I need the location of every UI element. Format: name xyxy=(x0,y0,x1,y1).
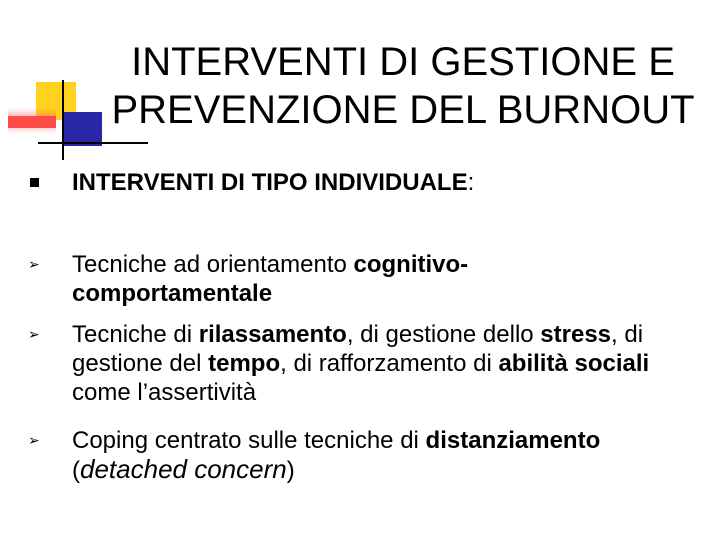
bullet-2-text: Tecniche ad orientamento xyxy=(72,251,354,278)
bullet-3-bold-d: abilità sociali xyxy=(498,350,650,377)
bullet-text-3 xyxy=(72,320,672,407)
bullet-text-1 xyxy=(72,168,708,197)
bullet-3-text-b: , di gestione dello xyxy=(346,321,541,348)
square-bullet-icon xyxy=(30,178,39,187)
bullet-3-text-d: , di rafforzamento di xyxy=(280,350,499,377)
bullet-text-2 xyxy=(72,250,592,308)
bullet-text-4 xyxy=(72,426,708,485)
bullet-2-bold: cognitivo-comportamentale xyxy=(72,251,469,307)
logo-vertical-line xyxy=(62,80,64,160)
bullet-3-bold-b: stress xyxy=(540,321,612,348)
logo-red-bar xyxy=(8,116,56,128)
bullet-3-text-c: , di gestione del xyxy=(72,321,644,377)
bullet-4-text-b: ( xyxy=(72,457,80,484)
bullet-3-text-e: come l’assertività xyxy=(72,379,257,406)
bullet-4-text-a: Coping centrato sulle tecniche di xyxy=(72,427,426,454)
slide-title xyxy=(98,38,708,134)
bullet-3-bold-c: tempo xyxy=(208,350,281,377)
logo-blue-square xyxy=(62,112,102,146)
title-line-2: PREVENZIONE DEL BURNOUT xyxy=(111,88,695,132)
arrow-bullet-icon: ➢ xyxy=(28,432,40,448)
bullet-4-text-c: ) xyxy=(286,457,295,484)
bullet-1-colon: : xyxy=(467,169,475,196)
bullet-3-text-a: Tecniche di xyxy=(72,321,199,348)
bullet-1-bold: INTERVENTI DI TIPO INDIVIDUALE xyxy=(72,169,468,196)
bullet-3-bold-a: rilassamento xyxy=(198,321,347,348)
bullet-4-italic: detached concern xyxy=(80,454,287,484)
arrow-bullet-icon: ➢ xyxy=(28,256,40,272)
title-line-1: INTERVENTI DI GESTIONE E xyxy=(131,40,675,84)
logo-horizontal-line xyxy=(38,142,148,144)
bullet-4-bold: distanziamento xyxy=(425,427,601,454)
arrow-bullet-icon: ➢ xyxy=(28,326,40,342)
